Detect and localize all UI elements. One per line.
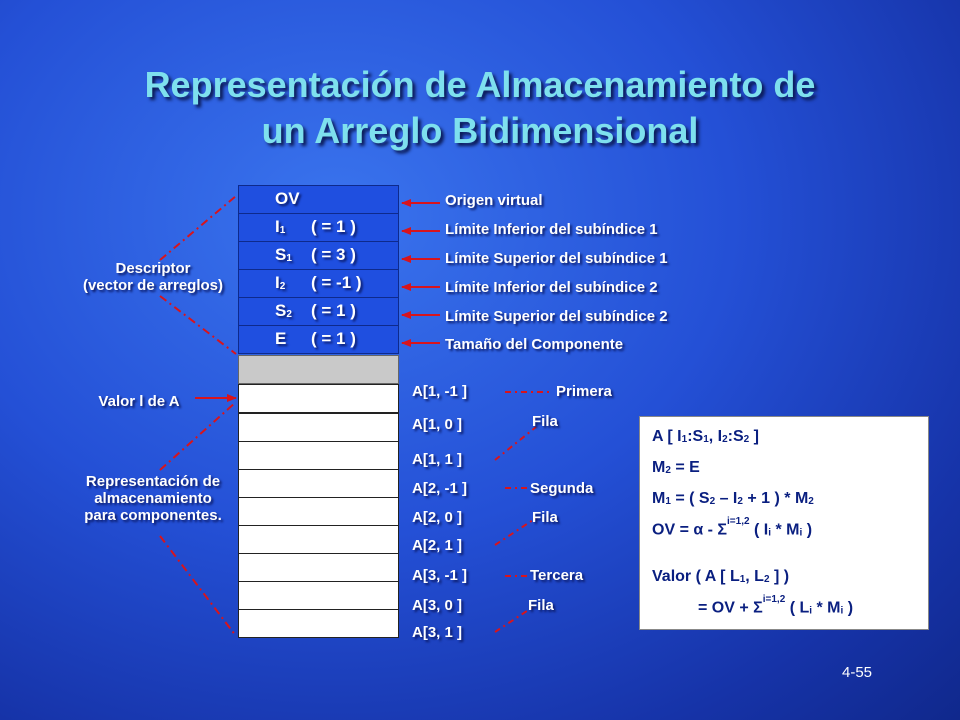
- representacion-label: Representación de almacenamiento para componentes.: [84, 473, 222, 524]
- bracket-descriptor-bottom: [160, 296, 236, 354]
- bracket-rep-top: [160, 402, 236, 470]
- component-cell: [238, 441, 399, 470]
- element-label: A[1, -1 ]: [412, 383, 468, 400]
- component-cell: [238, 469, 399, 498]
- cell-e: [238, 325, 399, 354]
- cell-ov-label: OV: [275, 189, 300, 208]
- bracket-rep-bottom: [160, 536, 236, 636]
- cell-i1-value: ( = 1 ): [311, 217, 356, 236]
- row-label-fila-3: Fila: [528, 597, 554, 614]
- page-number: 4-55: [842, 664, 873, 681]
- cell-s1: [238, 241, 399, 270]
- desc-limite-inferior-1: Límite Inferior del subíndice 1: [445, 221, 658, 238]
- cell-e-label: E: [275, 329, 287, 348]
- cell-s2: [238, 297, 399, 326]
- cell-i1: [238, 213, 399, 242]
- formula-valor-result: = OV + $\Sigma^{i=1,2}$ ( $L_i * M_i$ ): [698, 594, 854, 617]
- cell-s1-value: ( = 3 ): [311, 245, 356, 264]
- element-label: A[3, 1 ]: [412, 624, 463, 641]
- row2-slant: [495, 518, 536, 545]
- cell-separator: [238, 355, 399, 384]
- row-label-fila-1: Fila: [532, 413, 558, 430]
- formula-m2: $M_2 = E$: [652, 459, 700, 476]
- element-label: A[1, 0 ]: [412, 416, 463, 433]
- component-cell: [238, 497, 399, 526]
- element-label: A[2, 0 ]: [412, 509, 463, 526]
- element-label: A[3, 0 ]: [412, 597, 463, 614]
- cell-i2-value: ( = -1 ): [311, 273, 362, 292]
- title-line-1: Representación de Almacenamiento de: [144, 64, 816, 105]
- row-label-segunda: Segunda: [530, 480, 594, 497]
- component-cell: [238, 525, 399, 554]
- component-cell: [238, 413, 399, 442]
- cell-s2-label: $S_2$: [275, 301, 292, 320]
- formula-valor: Valor ( A [ $L_1$, $L_2$ ] ): [652, 568, 790, 585]
- formula-box: [639, 416, 929, 630]
- desc-limite-inferior-2: Límite Inferior del subíndice 2: [445, 279, 658, 296]
- title-line-2: un Arreglo Bidimensional: [261, 110, 699, 151]
- cell-e-value: ( = 1 ): [311, 329, 356, 348]
- desc-origen-virtual: Origen virtual: [445, 192, 543, 209]
- formula-ov: OV = α - $\Sigma^{i=1,2}$ ( $I_i * M_i$ ): [652, 516, 813, 539]
- cell-s2-value: ( = 1 ): [311, 301, 356, 320]
- bracket-descriptor-top: [160, 196, 236, 260]
- row1-slant: [495, 427, 536, 460]
- descriptor-label: Descriptor (vector de arreglos): [82, 260, 224, 294]
- cell-i2-label: $I_2$: [275, 273, 286, 292]
- row-label-fila-2: Fila: [532, 509, 558, 526]
- element-label: A[3, -1 ]: [412, 567, 468, 584]
- cell-i2: [238, 269, 399, 298]
- cell-ov: [238, 185, 399, 214]
- cell-i1-label: $I_1$: [275, 217, 286, 236]
- component-cell: [238, 581, 399, 610]
- row-label-tercera: Tercera: [530, 567, 584, 584]
- component-cell: [238, 609, 399, 638]
- cell-s1-label: $S_1$: [275, 245, 292, 264]
- component-cell: [238, 384, 399, 413]
- desc-limite-superior-2: Límite Superior del subíndice 2: [445, 308, 668, 325]
- desc-limite-superior-1: Límite Superior del subíndice 1: [445, 250, 668, 267]
- element-label: A[1, 1 ]: [412, 451, 463, 468]
- valor-l-label: Valor l de A: [98, 393, 180, 410]
- row-label-primera: Primera: [556, 383, 612, 400]
- element-label: A[2, -1 ]: [412, 480, 468, 497]
- element-label: A[2, 1 ]: [412, 537, 463, 554]
- desc-tamano-componente: Tamaño del Componente: [445, 336, 624, 353]
- component-cell: [238, 553, 399, 582]
- formula-m1: $M_1$ = ( $S_2 - I_2 + 1$ ) * $M_2$: [652, 490, 814, 507]
- formula-declaration: A [ $I_1:S_1$, $I_2:S_2$ ]: [652, 428, 759, 445]
